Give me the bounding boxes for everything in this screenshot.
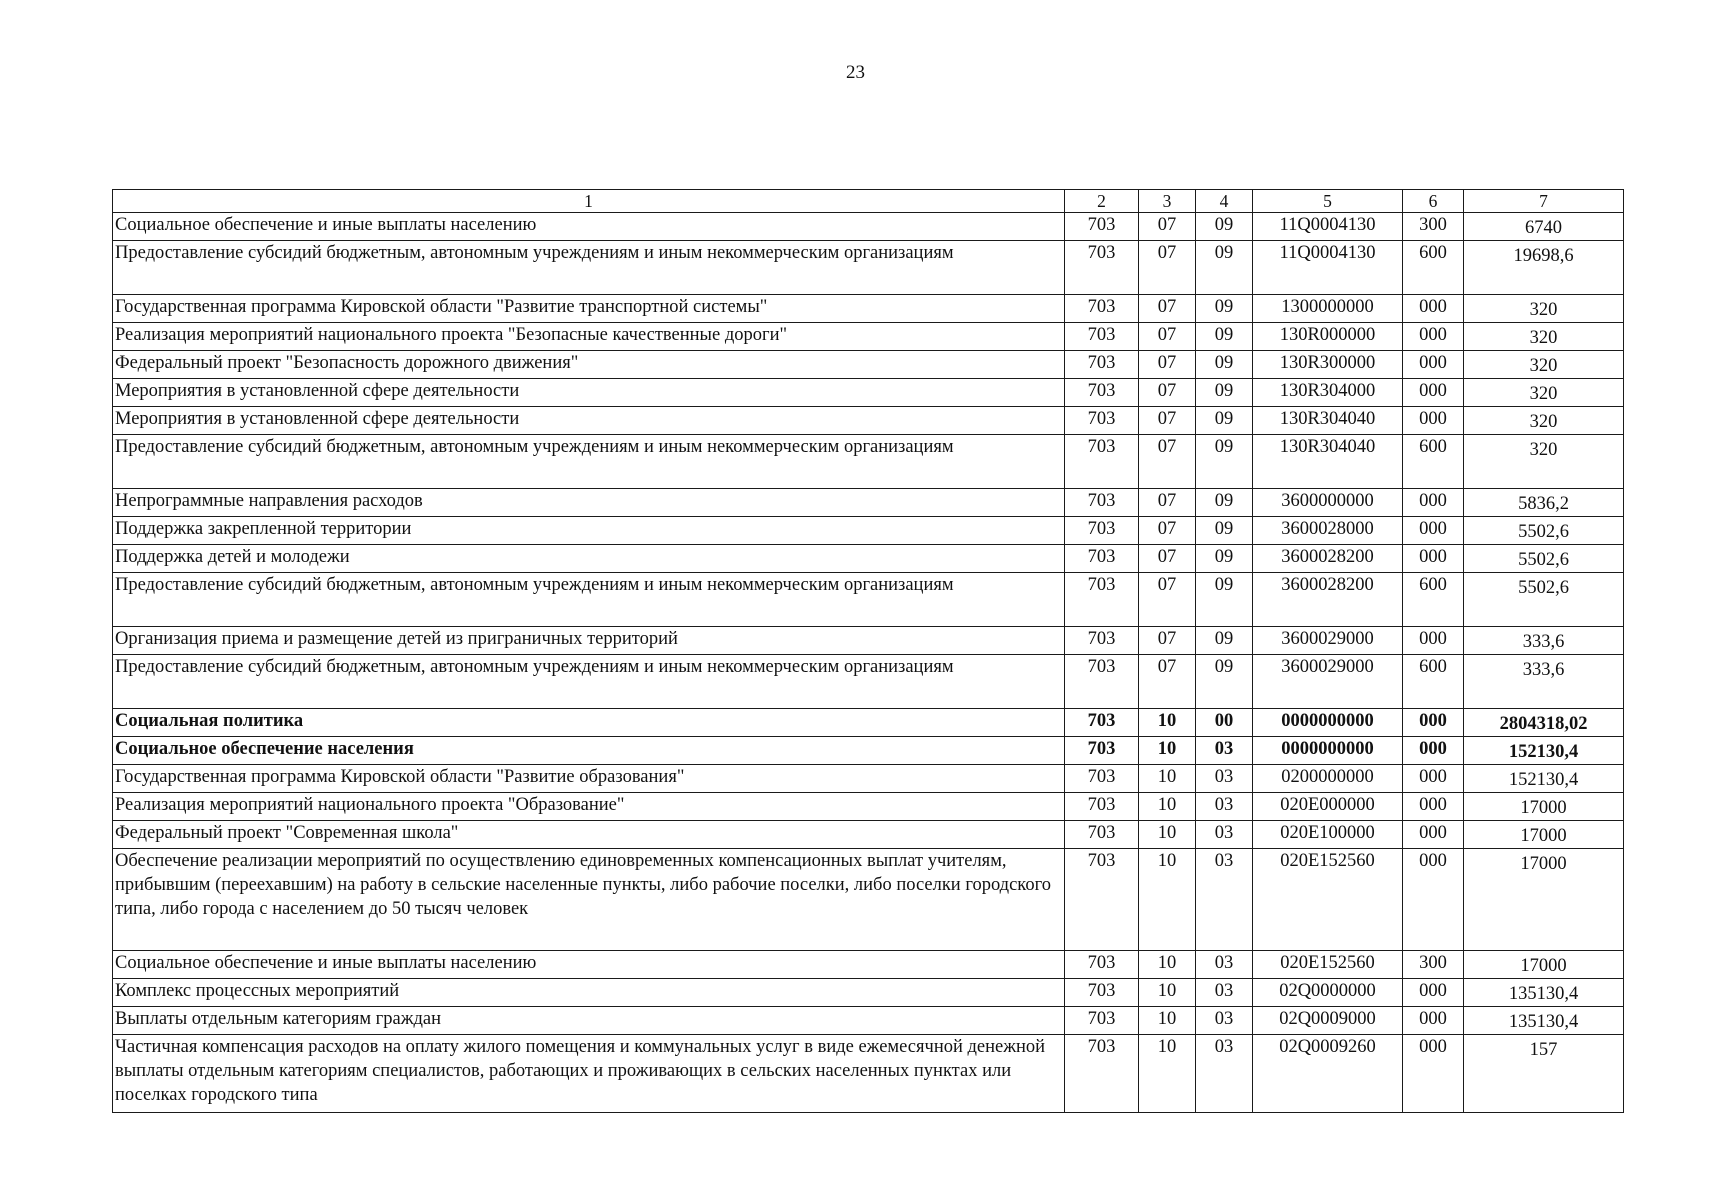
table-row (113, 351, 1624, 379)
header-cell-1: 1 (113, 190, 1065, 213)
expense-type-code-cell: 000 (1403, 517, 1464, 545)
table-row (113, 737, 1624, 765)
item-name-cell: Поддержка детей и молодежи (113, 545, 1065, 573)
header-cell-3: 3 (1139, 190, 1196, 213)
section-code-cell: 07 (1139, 295, 1196, 323)
section-code-cell: 07 (1139, 655, 1196, 709)
admin-code-cell: 703 (1065, 573, 1139, 627)
admin-code-cell: 703 (1065, 323, 1139, 351)
admin-code-cell: 703 (1065, 951, 1139, 979)
header-cell-4: 4 (1196, 190, 1253, 213)
item-name-cell: Мероприятия в установленной сфере деятельности (113, 407, 1065, 435)
subsection-code-cell: 09 (1196, 627, 1253, 655)
expense-type-code-cell: 300 (1403, 213, 1464, 241)
item-name-cell: Государственная программа Кировской области "Развитие образования" (113, 765, 1065, 793)
amount-cell: 320 (1464, 407, 1624, 435)
page-number: 23 (846, 62, 865, 83)
target-item-code-cell: 3600029000 (1253, 627, 1403, 655)
table-row (113, 979, 1624, 1007)
amount-cell: 320 (1464, 323, 1624, 351)
section-code-cell: 10 (1139, 793, 1196, 821)
amount-cell: 320 (1464, 351, 1624, 379)
target-item-code-cell: 11Q0004130 (1253, 241, 1403, 295)
amount-cell: 17000 (1464, 821, 1624, 849)
section-code-cell: 07 (1139, 435, 1196, 489)
table-row (113, 849, 1624, 951)
header-cell-7: 7 (1464, 190, 1624, 213)
amount-cell: 17000 (1464, 951, 1624, 979)
subsection-code-cell: 09 (1196, 517, 1253, 545)
header-cell-2: 2 (1065, 190, 1139, 213)
subsection-code-cell: 09 (1196, 295, 1253, 323)
expense-type-code-cell: 000 (1403, 793, 1464, 821)
expense-type-code-cell: 000 (1403, 489, 1464, 517)
subsection-code-cell: 03 (1196, 979, 1253, 1007)
amount-cell: 5502,6 (1464, 545, 1624, 573)
subsection-code-cell: 03 (1196, 1035, 1253, 1113)
target-item-code-cell: 130R300000 (1253, 351, 1403, 379)
expense-type-code-cell: 300 (1403, 951, 1464, 979)
header-cell-5: 5 (1253, 190, 1403, 213)
admin-code-cell: 703 (1065, 241, 1139, 295)
item-name-cell: Федеральный проект "Современная школа" (113, 821, 1065, 849)
section-code-cell: 07 (1139, 573, 1196, 627)
amount-cell: 320 (1464, 295, 1624, 323)
amount-cell: 17000 (1464, 849, 1624, 951)
expense-type-code-cell: 000 (1403, 709, 1464, 737)
amount-cell: 2804318,02 (1464, 709, 1624, 737)
subsection-code-cell: 09 (1196, 241, 1253, 295)
admin-code-cell: 703 (1065, 213, 1139, 241)
table-row (113, 765, 1624, 793)
section-code-cell: 07 (1139, 323, 1196, 351)
expense-type-code-cell: 000 (1403, 351, 1464, 379)
item-name-cell: Социальная политика (113, 709, 1065, 737)
item-name-cell: Государственная программа Кировской области "Развитие транспортной системы" (113, 295, 1065, 323)
table-row (113, 323, 1624, 351)
table-row (113, 295, 1624, 323)
target-item-code-cell: 130R000000 (1253, 323, 1403, 351)
subsection-code-cell: 09 (1196, 323, 1253, 351)
amount-cell: 152130,4 (1464, 737, 1624, 765)
expense-type-code-cell: 000 (1403, 821, 1464, 849)
item-name-cell: Социальное обеспечение населения (113, 737, 1065, 765)
table-row (113, 793, 1624, 821)
admin-code-cell: 703 (1065, 849, 1139, 951)
target-item-code-cell: 130R304040 (1253, 435, 1403, 489)
section-code-cell: 07 (1139, 213, 1196, 241)
subsection-code-cell: 03 (1196, 1007, 1253, 1035)
admin-code-cell: 703 (1065, 627, 1139, 655)
expense-type-code-cell: 000 (1403, 295, 1464, 323)
admin-code-cell: 703 (1065, 351, 1139, 379)
expense-type-code-cell: 600 (1403, 435, 1464, 489)
item-name-cell: Организация приема и размещение детей из приграничных территорий (113, 627, 1065, 655)
target-item-code-cell: 02Q0009000 (1253, 1007, 1403, 1035)
expense-type-code-cell: 000 (1403, 545, 1464, 573)
target-item-code-cell: 130R304040 (1253, 407, 1403, 435)
table-row (113, 709, 1624, 737)
section-code-cell: 07 (1139, 627, 1196, 655)
admin-code-cell: 703 (1065, 517, 1139, 545)
item-name-cell: Обеспечение реализации мероприятий по осуществлению единовременных компенсационных выплат учителям, прибывшим (переехавшим) на работу в сельские населенные пункты, либо рабочие поселки, либо поселки городского типа, либо города с населением до 50 тысяч человек (113, 849, 1065, 951)
expense-type-code-cell: 000 (1403, 379, 1464, 407)
expense-type-code-cell: 600 (1403, 573, 1464, 627)
section-code-cell: 10 (1139, 709, 1196, 737)
table-row (113, 379, 1624, 407)
table-row (113, 1007, 1624, 1035)
item-name-cell: Реализация мероприятий национального проекта "Безопасные качественные дороги" (113, 323, 1065, 351)
section-code-cell: 10 (1139, 1035, 1196, 1113)
target-item-code-cell: 1300000000 (1253, 295, 1403, 323)
amount-cell: 320 (1464, 435, 1624, 489)
amount-cell: 135130,4 (1464, 979, 1624, 1007)
admin-code-cell: 703 (1065, 821, 1139, 849)
table-row (113, 573, 1624, 627)
section-code-cell: 10 (1139, 737, 1196, 765)
item-name-cell: Комплекс процессных мероприятий (113, 979, 1065, 1007)
admin-code-cell: 703 (1065, 737, 1139, 765)
admin-code-cell: 703 (1065, 765, 1139, 793)
table-row (113, 821, 1624, 849)
admin-code-cell: 703 (1065, 435, 1139, 489)
section-code-cell: 10 (1139, 951, 1196, 979)
expense-type-code-cell: 000 (1403, 323, 1464, 351)
section-code-cell: 07 (1139, 351, 1196, 379)
expense-type-code-cell: 000 (1403, 1007, 1464, 1035)
table-row (113, 435, 1624, 489)
section-code-cell: 07 (1139, 517, 1196, 545)
admin-code-cell: 703 (1065, 655, 1139, 709)
table-row (113, 627, 1624, 655)
item-name-cell: Реализация мероприятий национального проекта "Образование" (113, 793, 1065, 821)
subsection-code-cell: 09 (1196, 489, 1253, 517)
section-code-cell: 07 (1139, 379, 1196, 407)
subsection-code-cell: 03 (1196, 821, 1253, 849)
item-name-cell: Выплаты отдельным категориям граждан (113, 1007, 1065, 1035)
table-body (113, 190, 1624, 1113)
expense-type-code-cell: 600 (1403, 241, 1464, 295)
subsection-code-cell: 09 (1196, 379, 1253, 407)
table-row (113, 241, 1624, 295)
subsection-code-cell: 09 (1196, 351, 1253, 379)
expense-type-code-cell: 000 (1403, 979, 1464, 1007)
target-item-code-cell: 3600028200 (1253, 545, 1403, 573)
target-item-code-cell: 3600028200 (1253, 573, 1403, 627)
target-item-code-cell: 3600000000 (1253, 489, 1403, 517)
amount-cell: 333,6 (1464, 627, 1624, 655)
section-code-cell: 10 (1139, 765, 1196, 793)
item-name-cell: Непрограммные направления расходов (113, 489, 1065, 517)
table-row (113, 655, 1624, 709)
target-item-code-cell: 0000000000 (1253, 737, 1403, 765)
target-item-code-cell: 11Q0004130 (1253, 213, 1403, 241)
expense-type-code-cell: 000 (1403, 849, 1464, 951)
target-item-code-cell: 3600028000 (1253, 517, 1403, 545)
budget-table (112, 189, 1624, 1113)
item-name-cell: Социальное обеспечение и иные выплаты населению (113, 951, 1065, 979)
admin-code-cell: 703 (1065, 489, 1139, 517)
item-name-cell: Мероприятия в установленной сфере деятельности (113, 379, 1065, 407)
item-name-cell: Федеральный проект "Безопасность дорожного движения" (113, 351, 1065, 379)
target-item-code-cell: 020E152560 (1253, 951, 1403, 979)
table-row (113, 1035, 1624, 1113)
target-item-code-cell: 3600029000 (1253, 655, 1403, 709)
expense-type-code-cell: 000 (1403, 627, 1464, 655)
item-name-cell: Предоставление субсидий бюджетным, автономным учреждениям и иным некоммерческим организациям (113, 655, 1065, 709)
target-item-code-cell: 0000000000 (1253, 709, 1403, 737)
admin-code-cell: 703 (1065, 709, 1139, 737)
amount-cell: 5502,6 (1464, 517, 1624, 545)
item-name-cell: Предоставление субсидий бюджетным, автономным учреждениям и иным некоммерческим организациям (113, 573, 1065, 627)
admin-code-cell: 703 (1065, 979, 1139, 1007)
admin-code-cell: 703 (1065, 295, 1139, 323)
table-row (113, 407, 1624, 435)
admin-code-cell: 703 (1065, 793, 1139, 821)
section-code-cell: 07 (1139, 241, 1196, 295)
expense-type-code-cell: 000 (1403, 1035, 1464, 1113)
table-row (113, 951, 1624, 979)
amount-cell: 320 (1464, 379, 1624, 407)
amount-cell: 135130,4 (1464, 1007, 1624, 1035)
subsection-code-cell: 09 (1196, 435, 1253, 489)
subsection-code-cell: 09 (1196, 545, 1253, 573)
admin-code-cell: 703 (1065, 1035, 1139, 1113)
target-item-code-cell: 02Q0000000 (1253, 979, 1403, 1007)
admin-code-cell: 703 (1065, 545, 1139, 573)
table-row (113, 517, 1624, 545)
item-name-cell: Предоставление субсидий бюджетным, автономным учреждениям и иным некоммерческим организациям (113, 241, 1065, 295)
item-name-cell: Поддержка закрепленной территории (113, 517, 1065, 545)
section-code-cell: 10 (1139, 821, 1196, 849)
subsection-code-cell: 03 (1196, 849, 1253, 951)
target-item-code-cell: 020E100000 (1253, 821, 1403, 849)
admin-code-cell: 703 (1065, 379, 1139, 407)
item-name-cell: Социальное обеспечение и иные выплаты населению (113, 213, 1065, 241)
section-code-cell: 10 (1139, 979, 1196, 1007)
expense-type-code-cell: 000 (1403, 737, 1464, 765)
target-item-code-cell: 02Q0009260 (1253, 1035, 1403, 1113)
admin-code-cell: 703 (1065, 1007, 1139, 1035)
table-row (113, 489, 1624, 517)
amount-cell: 152130,4 (1464, 765, 1624, 793)
target-item-code-cell: 0200000000 (1253, 765, 1403, 793)
amount-cell: 333,6 (1464, 655, 1624, 709)
table-header-row (113, 190, 1624, 213)
expense-type-code-cell: 000 (1403, 407, 1464, 435)
admin-code-cell: 703 (1065, 407, 1139, 435)
amount-cell: 5502,6 (1464, 573, 1624, 627)
section-code-cell: 10 (1139, 849, 1196, 951)
amount-cell: 17000 (1464, 793, 1624, 821)
target-item-code-cell: 130R304000 (1253, 379, 1403, 407)
subsection-code-cell: 03 (1196, 765, 1253, 793)
subsection-code-cell: 03 (1196, 737, 1253, 765)
subsection-code-cell: 09 (1196, 213, 1253, 241)
subsection-code-cell: 00 (1196, 709, 1253, 737)
subsection-code-cell: 09 (1196, 407, 1253, 435)
section-code-cell: 07 (1139, 545, 1196, 573)
section-code-cell: 07 (1139, 407, 1196, 435)
table-row (113, 213, 1624, 241)
table-row (113, 545, 1624, 573)
item-name-cell: Частичная компенсация расходов на оплату жилого помещения и коммунальных услуг в виде ежемесячной денежной выплаты отдельным категориям специалистов, работающих и проживающих в сельских населенных пунктах или поселках городского типа (113, 1035, 1065, 1113)
amount-cell: 19698,6 (1464, 241, 1624, 295)
subsection-code-cell: 09 (1196, 573, 1253, 627)
target-item-code-cell: 020E152560 (1253, 849, 1403, 951)
amount-cell: 5836,2 (1464, 489, 1624, 517)
amount-cell: 6740 (1464, 213, 1624, 241)
expense-type-code-cell: 000 (1403, 765, 1464, 793)
section-code-cell: 10 (1139, 1007, 1196, 1035)
expense-type-code-cell: 600 (1403, 655, 1464, 709)
item-name-cell: Предоставление субсидий бюджетным, автономным учреждениям и иным некоммерческим организациям (113, 435, 1065, 489)
header-cell-6: 6 (1403, 190, 1464, 213)
section-code-cell: 07 (1139, 489, 1196, 517)
subsection-code-cell: 03 (1196, 793, 1253, 821)
subsection-code-cell: 03 (1196, 951, 1253, 979)
subsection-code-cell: 09 (1196, 655, 1253, 709)
amount-cell: 157 (1464, 1035, 1624, 1113)
target-item-code-cell: 020E000000 (1253, 793, 1403, 821)
